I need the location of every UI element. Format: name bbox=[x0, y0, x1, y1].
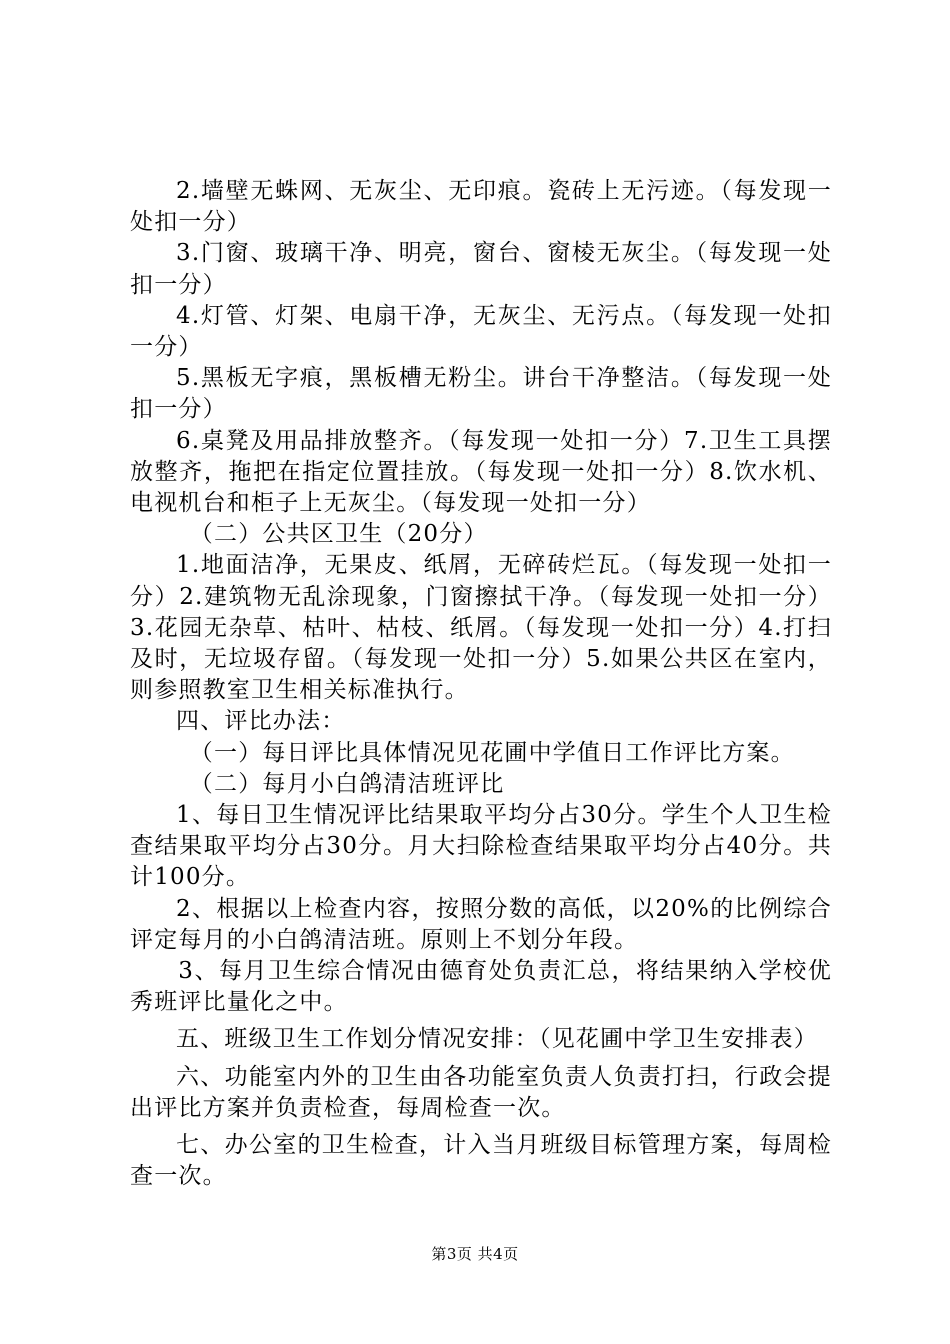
section-heading-evaluation: 四、评比办法： bbox=[176, 708, 346, 735]
paragraph-window-standard: 3.门窗、玻璃干净、明亮，窗台、窗棱无灰尘。（每发现一处扣一分） bbox=[130, 240, 832, 298]
paragraph-wall-standard: 2.墙壁无蛛网、无灰尘、无印痕。瓷砖上无污迹。（每发现一处扣一分） bbox=[130, 178, 832, 236]
paragraph-desk-standard: 6.桌凳及用品排放整齐。（每发现一处扣一分）7.卫生工具摆放整齐，拖把在指定位置挂放。（每发现一处扣一分）8.饮水机、电视机台和柜子上无灰尘。（每发现一处扣一分） bbox=[130, 427, 832, 517]
section-heading-public-area: （二）公共区卫生（20分） bbox=[189, 521, 488, 548]
paragraph-blackboard-standard: 5.黑板无字痕，黑板槽无粉尘。讲台干净整洁。（每发现一处扣一分） bbox=[130, 365, 832, 423]
document-body bbox=[130, 176, 832, 1193]
paragraph-daily-evaluation: （一）每日评比具体情况见花圃中学值日工作评比方案。 bbox=[189, 739, 795, 766]
paragraph-public-area-standard: 1.地面洁净，无果皮、纸屑，无碎砖烂瓦。（每发现一处扣一分）2.建筑物无乱涂现象，门窗擦拭干净。（每发现一处扣一分）3.花园无杂草、枯叶、枯枝、纸屑。（每发现一处扣一分）4.打扫及时，无垃圾存留。（每发现一处扣一分）5.如果公共区在室内，则参照教室卫生相关标准执行。 bbox=[130, 552, 832, 704]
paragraph-function-room: 六、功能室内外的卫生由各功能室负责人负责打扫，行政会提出评比方案并负责检查，每周检查一次。 bbox=[130, 1063, 832, 1121]
paragraph-score-composition: 1、每日卫生情况评比结果取平均分占30分。学生个人卫生检查结果取平均分占30分。月大扫除检查结果取平均分占40分。共计100分。 bbox=[130, 802, 832, 891]
paragraph-summary-rule: 3、每月卫生综合情况由德育处负责汇总，将结果纳入学校优秀班评比量化之中。 bbox=[130, 958, 832, 1016]
paragraph-ranking-rule: 2、根据以上检查内容，按照分数的高低，以20%的比例综合评定每月的小白鸽清洁班。原则上不划分年段。 bbox=[130, 895, 832, 953]
paragraph-office-inspection: 七、办公室的卫生检查，计入当月班级目标管理方案，每周检查一次。 bbox=[130, 1132, 832, 1190]
paragraph-monthly-evaluation: （二）每月小白鸽清洁班评比 bbox=[189, 770, 505, 797]
paragraph-class-arrangement: 五、班级卫生工作划分情况安排：（见花圃中学卫生安排表） bbox=[176, 1026, 818, 1053]
paragraph-light-standard: 4.灯管、灯架、电扇干净，无灰尘、无污点。（每发现一处扣一分） bbox=[130, 302, 832, 361]
page-footer: 第3页 共4页 bbox=[431, 1245, 519, 1263]
